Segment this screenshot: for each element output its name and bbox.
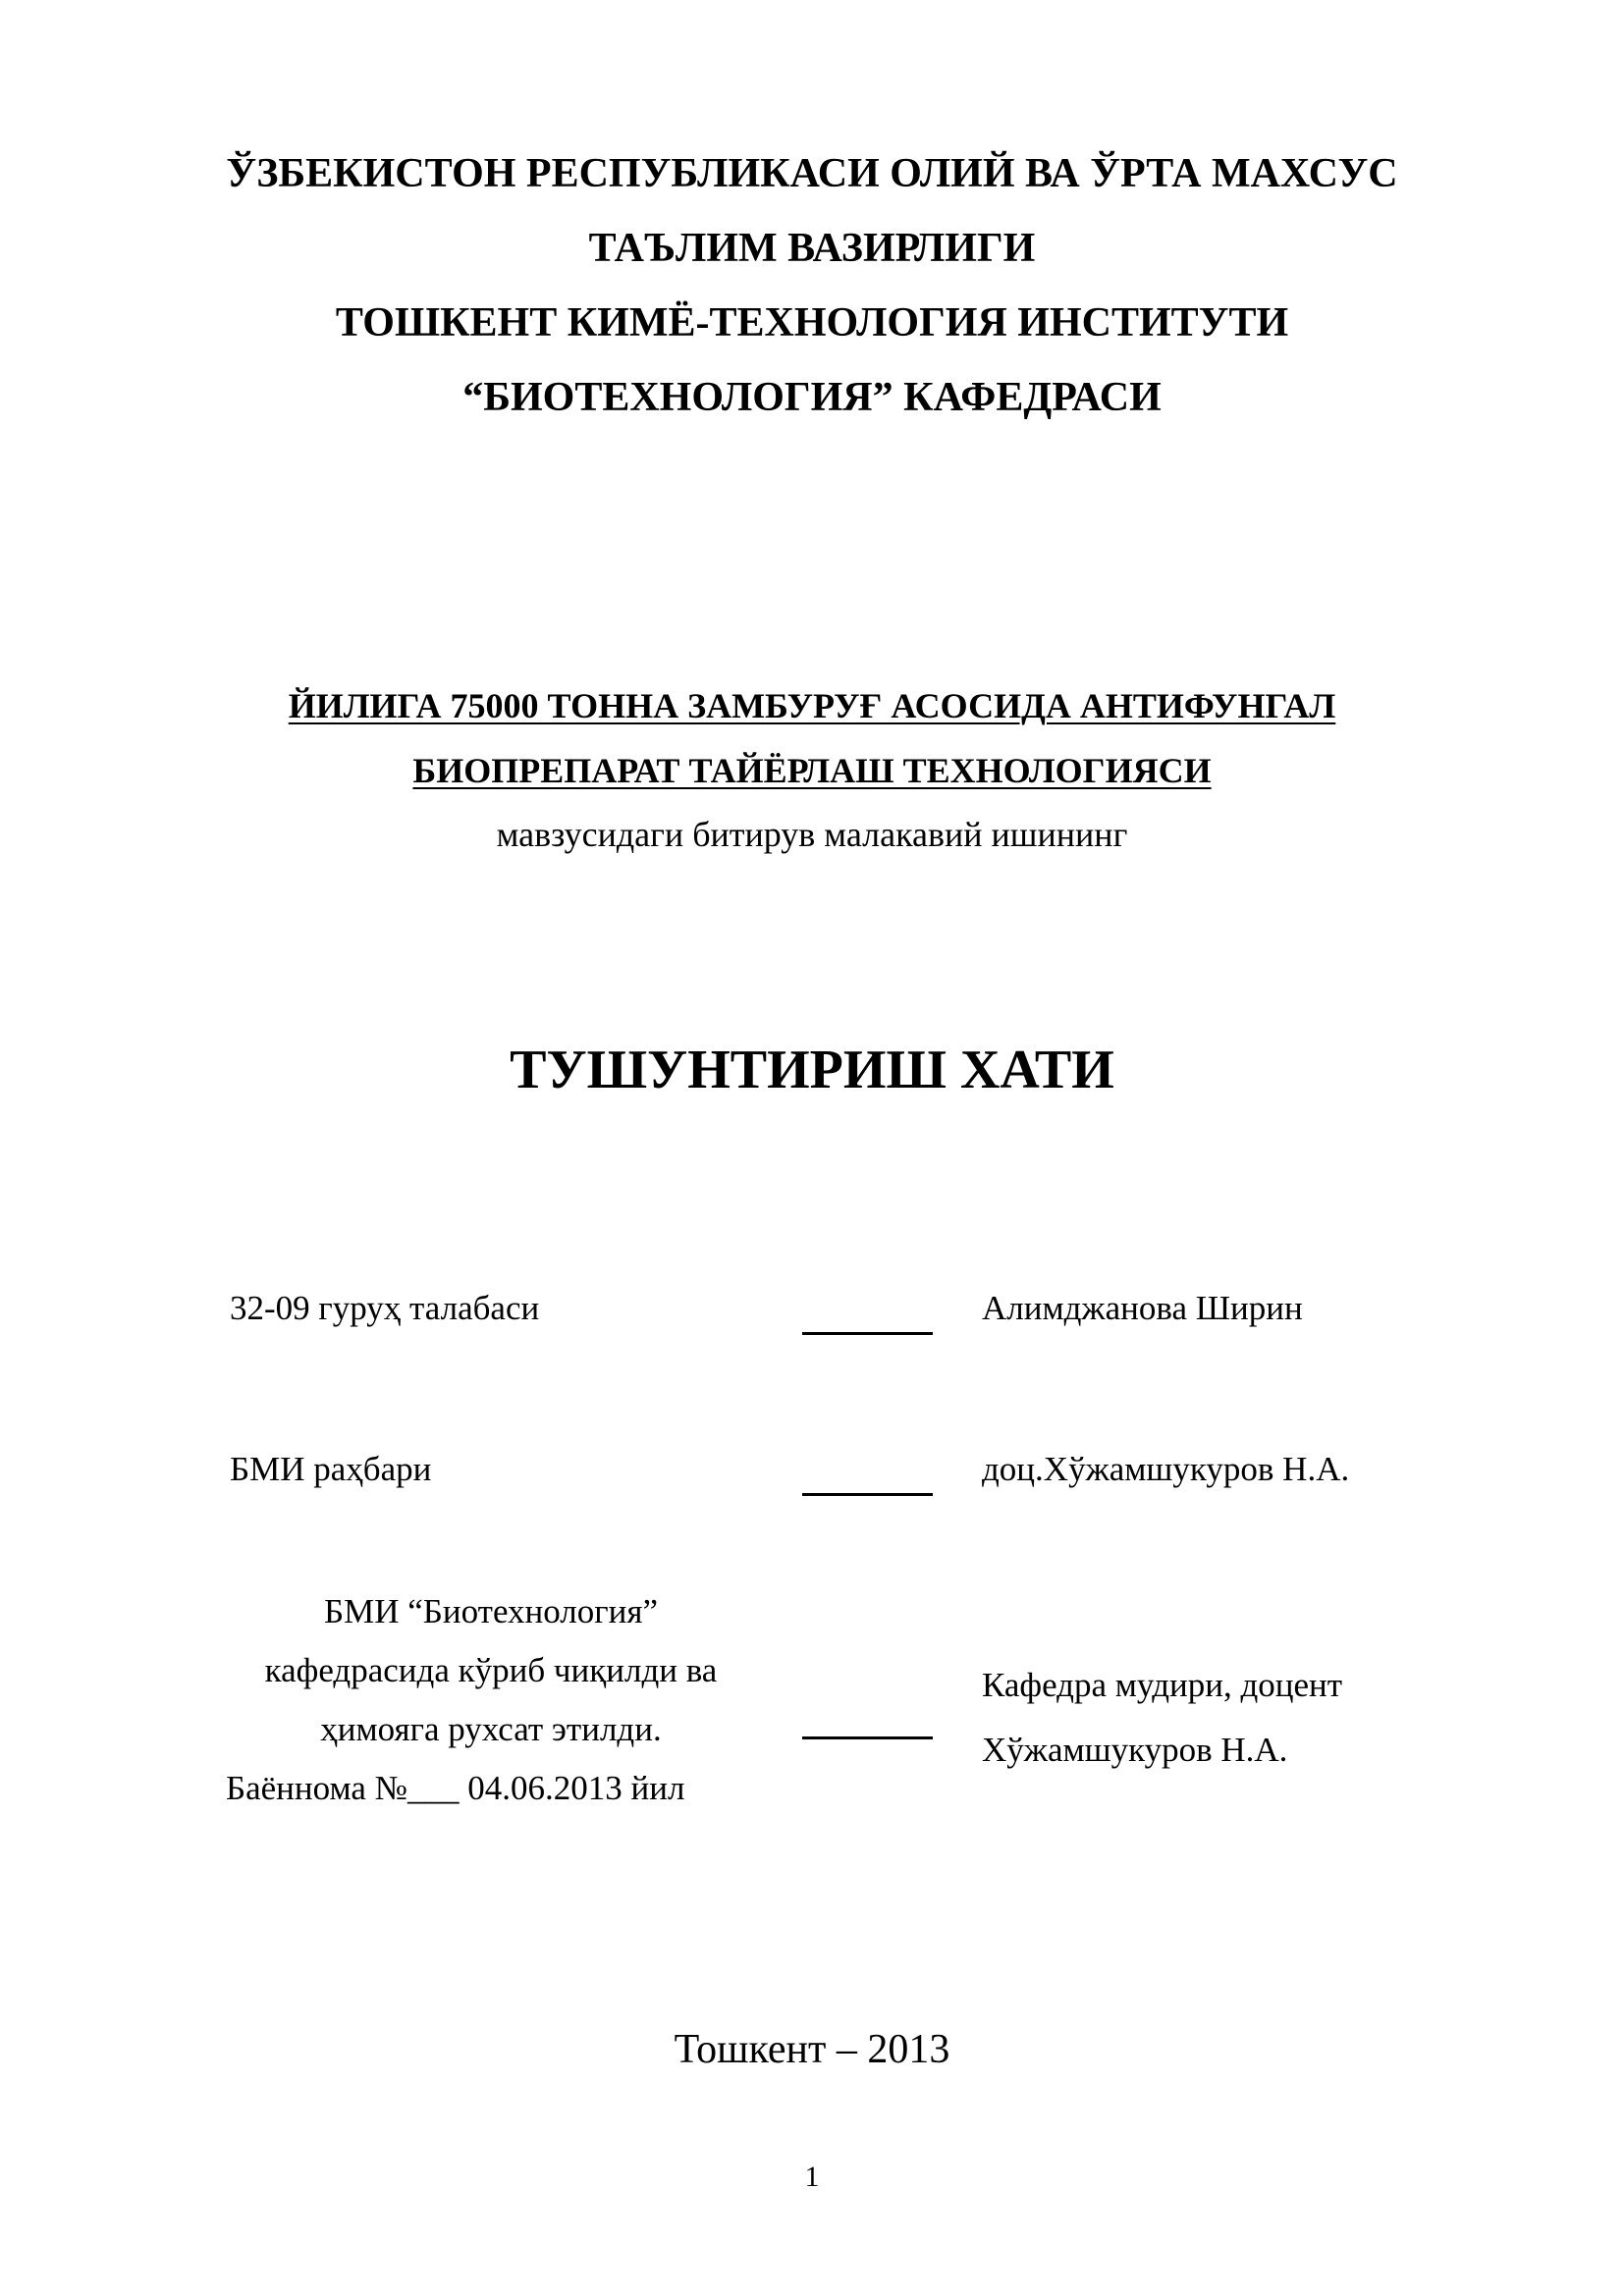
approval-line2: кафедрасида кўриб чиқилди ва	[264, 1651, 718, 1689]
ministry-title-line1: ЎЗБЕКИСТОН РЕСПУБЛИКАСИ ОЛИЙ ВА ЎРТА МАХСУС	[226, 151, 1398, 196]
city-year: Тошкент – 2013	[674, 2027, 950, 2072]
supervisor-signature-line	[802, 1493, 933, 1496]
supervisor-name: доц.Хўжамшукуров Н.А.	[982, 1450, 1350, 1488]
topic-subtitle: мавзусидаги битирув малакавий ишининг	[496, 815, 1128, 854]
topic-line2: БИОПРЕПАРАТ ТАЙЁРЛАШ ТЕХНОЛОГИЯСИ	[412, 751, 1212, 790]
document-title: ТУШУНТИРИШ ХАТИ	[510, 1040, 1114, 1100]
institute-title: ТОШКЕНТ КИМЁ-ТЕХНОЛОГИЯ ИНСТИТУТИ	[335, 300, 1289, 346]
approval-line3: ҳимояга рухсат этилди.	[320, 1710, 662, 1748]
department-head-signature-line	[802, 1736, 933, 1739]
ministry-title-line2: ТАЪЛИМ ВАЗИРЛИГИ	[588, 226, 1036, 271]
supervisor-role-label: БМИ раҳбари	[230, 1450, 432, 1488]
department-title: “БИОТЕХНОЛОГИЯ” КАФЕДРАСИ	[462, 375, 1162, 420]
page-number: 1	[804, 2161, 820, 2193]
approval-note	[226, 1582, 756, 1818]
student-name: Алимджанова Ширин	[982, 1289, 1303, 1327]
approval-protocol: Баённома №___ 04.06.2013 йил	[226, 1769, 685, 1807]
student-signature-line	[802, 1332, 933, 1335]
approval-line1: БМИ “Биотехнология”	[324, 1592, 658, 1630]
topic-line1: ЙИЛИГА 75000 ТОННА ЗАМБУРУҒ АСОСИДА АНТИФУНГАЛ	[288, 686, 1336, 725]
student-role-label: 32-09 гуруҳ талабаси	[230, 1289, 540, 1327]
department-head-name: Хўжамшукуров Н.А.	[982, 1731, 1288, 1769]
department-head-title: Кафедра мудири, доцент	[982, 1666, 1343, 1704]
